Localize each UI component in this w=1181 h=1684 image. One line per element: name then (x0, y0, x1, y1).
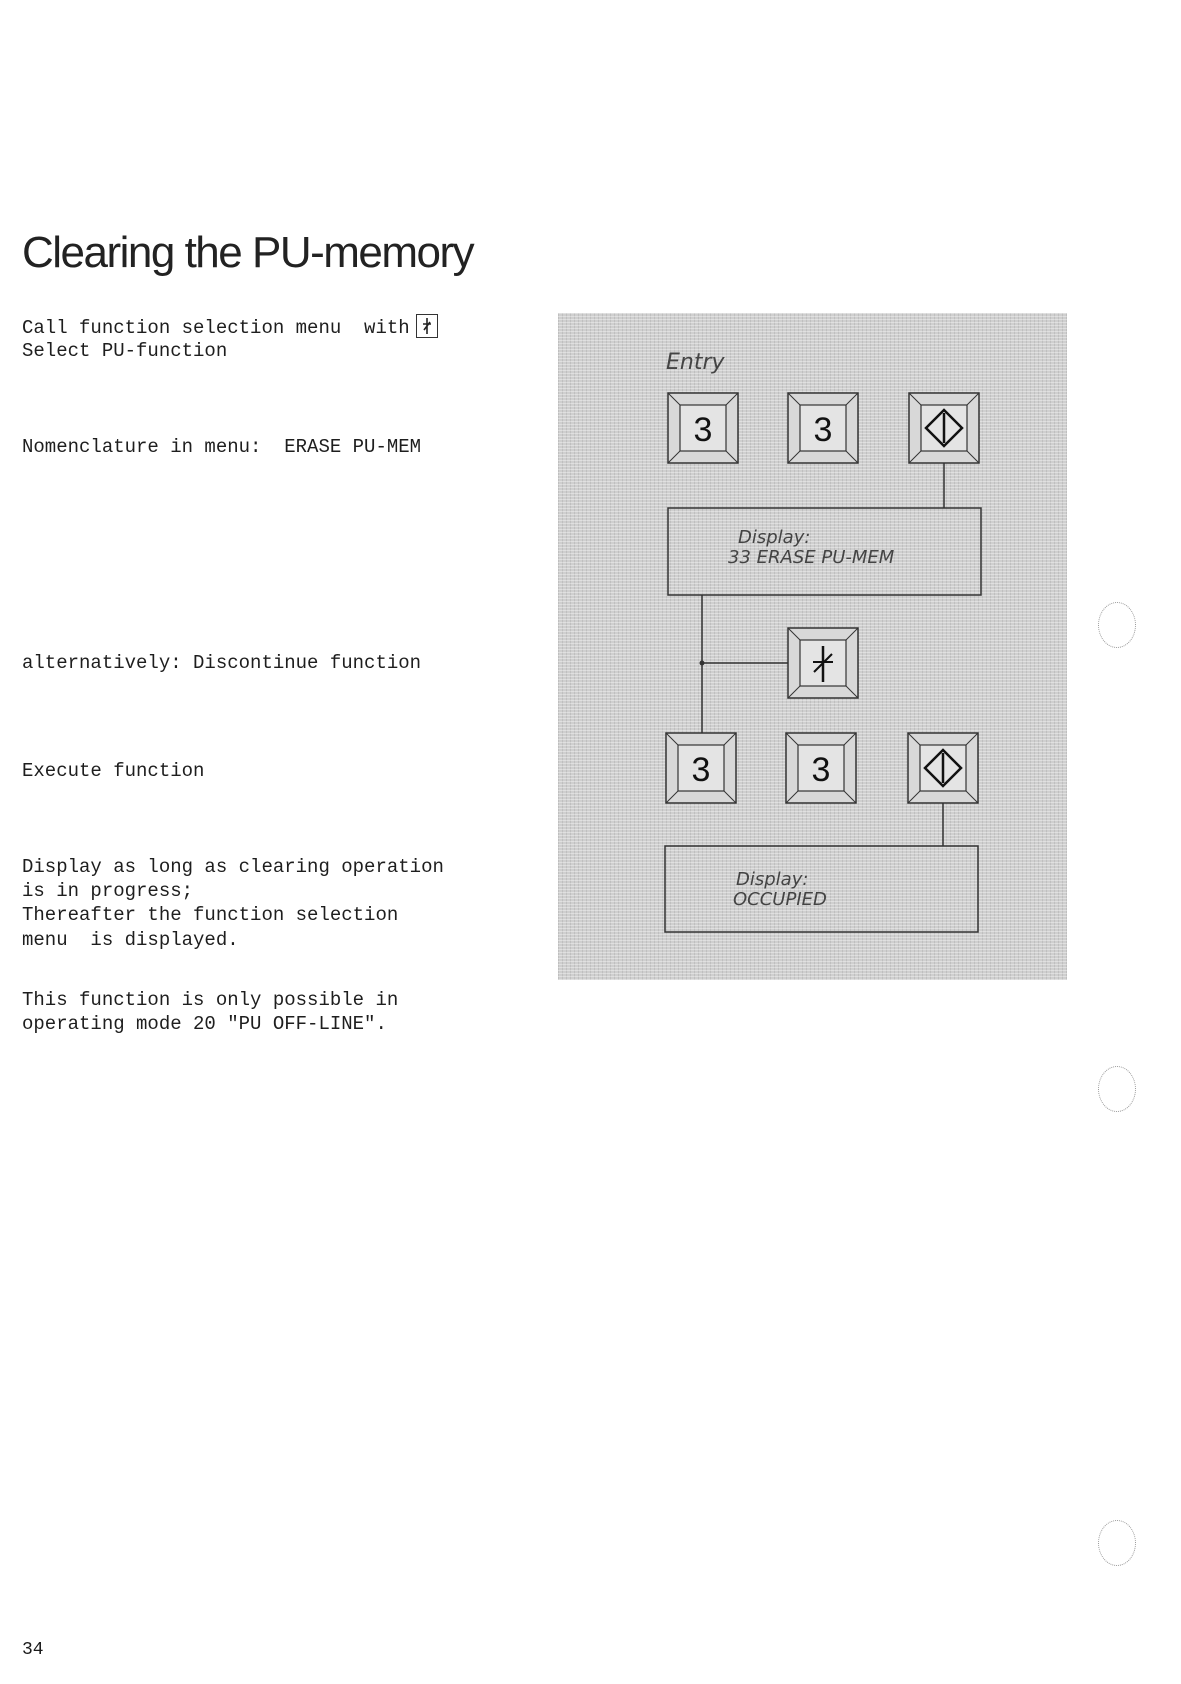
instruction-execute: Execute function (22, 760, 205, 782)
page-title: Clearing the PU-memory (22, 228, 474, 277)
execute-key-row2 (908, 733, 978, 803)
instruction-alternatively: alternatively: Discontinue function (22, 652, 422, 674)
note-line1: This function is only possible in (22, 989, 399, 1011)
instruction-display-line3: Thereafter the function selection (22, 904, 399, 926)
key-3-first-digit: 3 (693, 411, 713, 449)
discontinue-key (788, 628, 858, 698)
key-3-third (666, 733, 736, 803)
note-line2: operating mode 20 "PU OFF-LINE". (22, 1013, 387, 1035)
instruction-call-menu (22, 314, 438, 340)
display1-value: 33 ERASE PU-MEM (728, 547, 895, 568)
execute-key-row1 (909, 393, 979, 463)
punch-hole-mark (1098, 1066, 1136, 1112)
key-3-third-digit: 3 (691, 751, 711, 789)
key-3-fourth (786, 733, 856, 803)
display2-value: OCCUPIED (733, 889, 827, 910)
key-3-first (668, 393, 738, 463)
key-3-second (788, 393, 858, 463)
punch-hole-mark (1098, 602, 1136, 648)
instruction-display-line1: Display as long as clearing operation (22, 856, 444, 878)
punch-hole-mark (1098, 1520, 1136, 1566)
instruction-nomenclature: Nomenclature in menu: ERASE PU-MEM (22, 436, 422, 458)
instruction-call-text: Call function selection menu with (22, 317, 410, 339)
instruction-select: Select PU-function (22, 340, 228, 362)
display1-label: Display: (738, 527, 811, 548)
display2-label: Display: (736, 869, 809, 890)
key-3-fourth-digit: 3 (811, 751, 831, 789)
instruction-display-line2: is in progress; (22, 880, 194, 902)
key-3-second-digit: 3 (813, 411, 833, 449)
instruction-display-line4: menu is displayed. (22, 929, 239, 951)
page-number: 34 (22, 1640, 44, 1660)
keypad-diagram (558, 313, 1067, 980)
function-key-icon (416, 314, 438, 338)
entry-label: Entry (666, 350, 725, 375)
